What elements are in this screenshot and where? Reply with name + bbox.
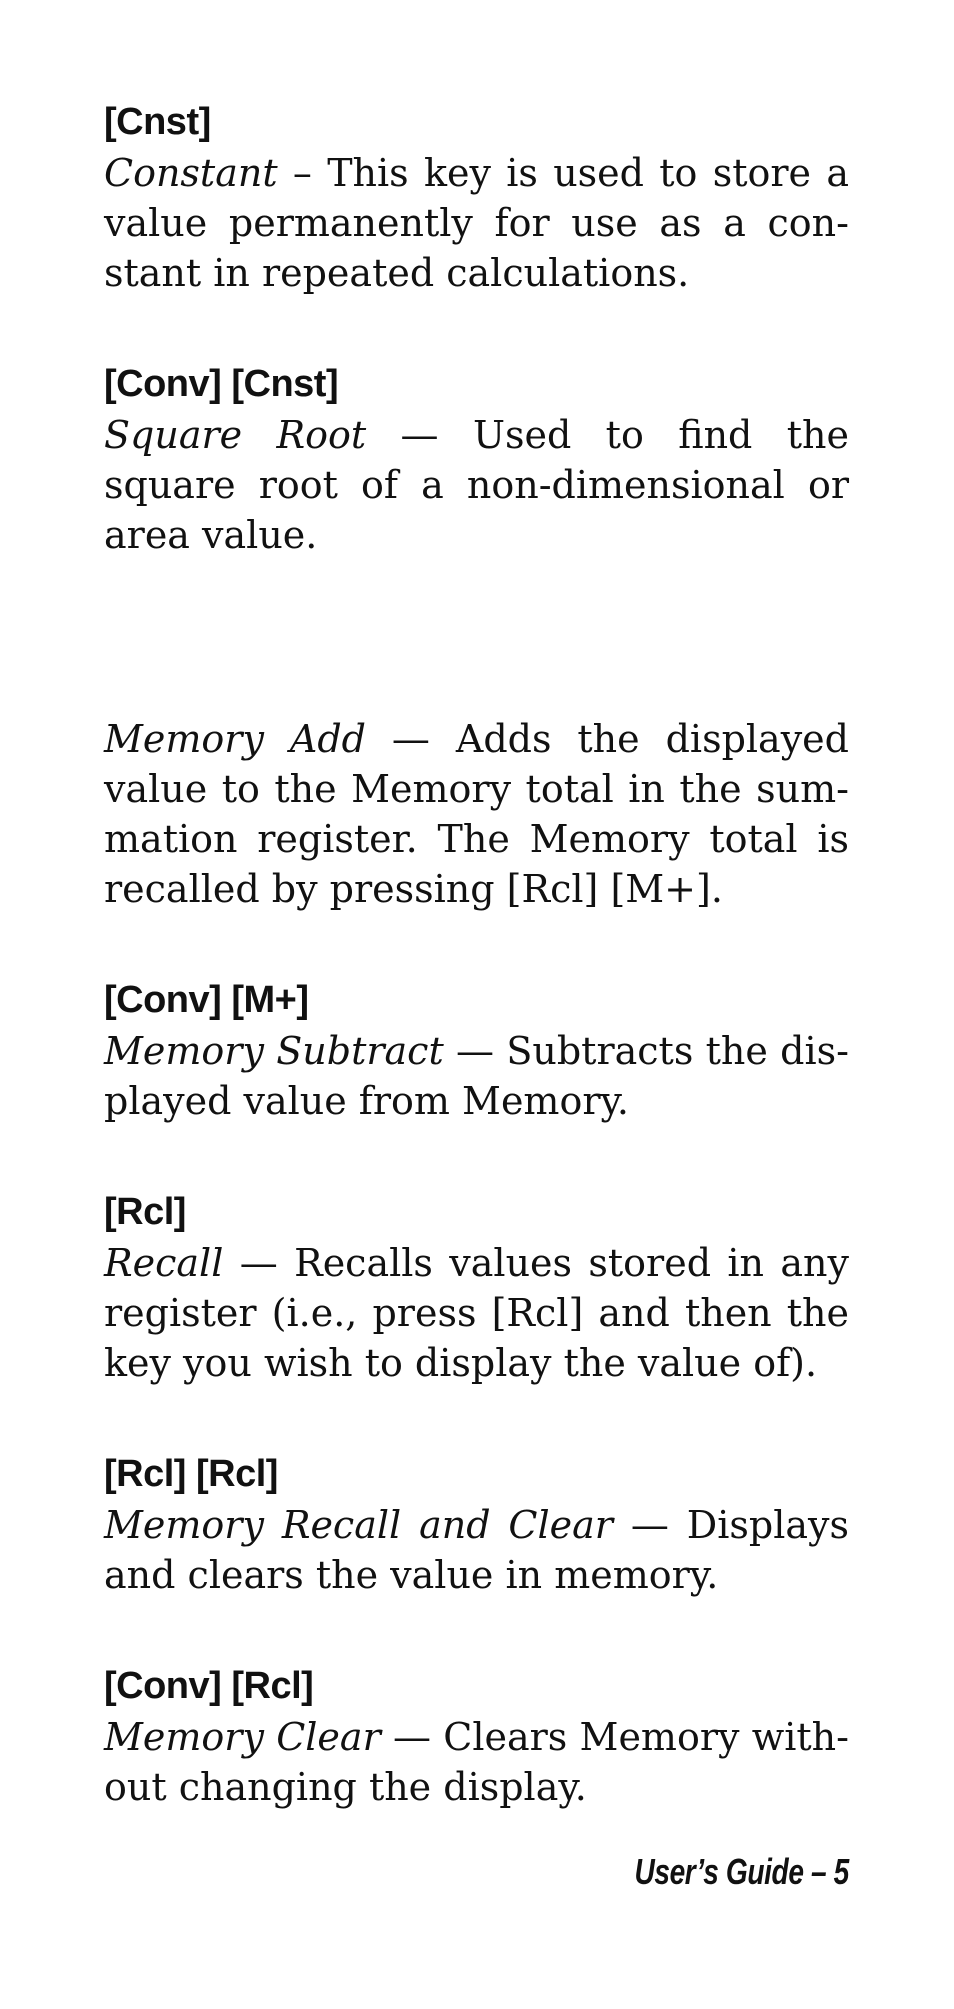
entry-separator: — xyxy=(365,717,456,761)
entry-term: Memory Recall and Clear xyxy=(104,1503,613,1547)
entry-memory-subtract xyxy=(104,974,849,1126)
entry-description xyxy=(104,1238,849,1388)
entry-term: Square Root xyxy=(104,413,367,457)
entry-text: Clears Memory without changing the display. xyxy=(104,1715,849,1809)
key-heading: [Conv] [Cnst] xyxy=(104,363,339,405)
entry-separator: – xyxy=(277,151,328,195)
entry-term: Memory Subtract xyxy=(104,1029,444,1073)
entry-description xyxy=(104,714,849,914)
entry-description xyxy=(104,1026,849,1126)
entry-description xyxy=(104,410,849,560)
key-heading: [Cnst] xyxy=(104,101,211,143)
entry-description xyxy=(104,1712,849,1812)
entry-text: Displays and clears the value in memory. xyxy=(104,1503,849,1597)
key-heading: [Rcl] [Rcl] xyxy=(104,1453,278,1495)
entry-text: Used to find the square root of a non-dimensional or area value. xyxy=(104,413,849,557)
entry-term: Memory Clear xyxy=(104,1715,381,1759)
entry-square-root xyxy=(104,358,849,560)
entry-memory-clear xyxy=(104,1660,849,1812)
entry-text: This key is used to store a value permanently for use as a constant in repeated calculations. xyxy=(104,151,849,295)
entry-constant xyxy=(104,96,849,298)
entry-recall xyxy=(104,1186,849,1388)
entry-memory-recall-clear xyxy=(104,1448,849,1600)
page-footer: User’s Guide – 5 xyxy=(634,1851,849,1892)
entry-term: Constant xyxy=(104,151,278,195)
entry-separator: — xyxy=(223,1241,295,1285)
entry-term: Recall xyxy=(104,1241,224,1285)
entry-separator: — xyxy=(366,413,473,457)
key-heading: [Conv] [M+] xyxy=(104,979,309,1021)
key-heading: [Conv] [Rcl] xyxy=(104,1665,314,1707)
entry-term: Memory Add xyxy=(104,717,366,761)
manual-page xyxy=(104,96,849,1872)
entry-text: Subtracts the displayed value from Memory. xyxy=(104,1029,849,1123)
key-heading: [Rcl] xyxy=(104,1191,186,1233)
entry-description xyxy=(104,148,849,298)
entry-separator: — xyxy=(380,1715,444,1759)
entry-description xyxy=(104,1500,849,1600)
entry-separator: — xyxy=(443,1029,507,1073)
entry-separator: — xyxy=(612,1503,687,1547)
entry-text: Adds the displayed value to the Memory total in the summation register. The Memory total is recalled by pressing [Rcl] [M+]. xyxy=(104,717,849,911)
entry-memory-add xyxy=(104,620,849,914)
entry-text: Recalls values stored in any register (i.e., press [Rcl] and then the key you wish to display the value of). xyxy=(104,1241,849,1385)
